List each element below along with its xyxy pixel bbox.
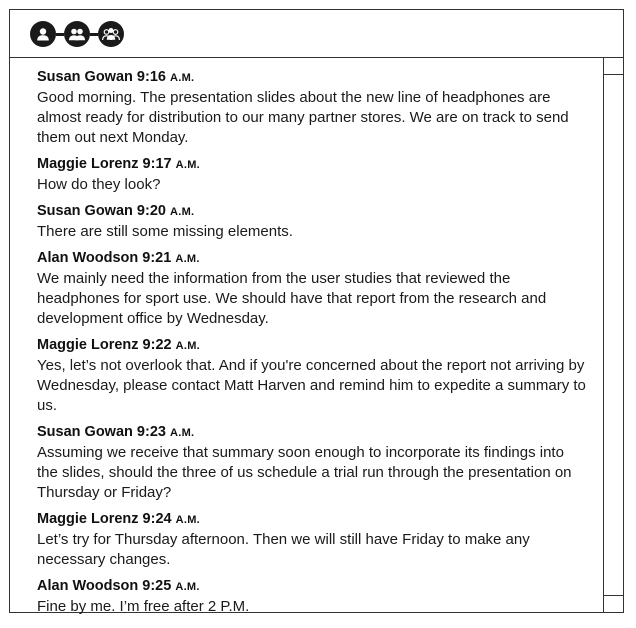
message-sender: Alan Woodson [37, 250, 139, 266]
message-header [37, 335, 586, 356]
message-text: Yes, let’s not overlook that. And if you're concerned about the report not arriving by Wednesday, please contact Matt Harven and remind him to expedite a summary to us. [37, 357, 586, 414]
single-user-icon[interactable] [30, 21, 56, 47]
message-time: 9:23 [136, 424, 166, 440]
message-sender: Alan Woodson [37, 578, 139, 594]
scrollbar-top-cap [604, 74, 623, 75]
message-time: 9:21 [142, 250, 172, 266]
message-item [37, 248, 586, 329]
three-users-icon[interactable] [98, 21, 124, 47]
message-ampm: A.M. [169, 427, 195, 439]
message-text: Fine by me. I’m free after 2 P.M. [37, 598, 250, 615]
scrollbar[interactable] [603, 58, 623, 612]
scrollbar-bottom-cap [604, 595, 623, 596]
two-users-icon[interactable] [64, 21, 90, 47]
message-ampm: A.M. [169, 72, 195, 84]
message-time: 9:16 [136, 69, 166, 85]
message-item [37, 154, 586, 195]
message-list [10, 58, 600, 615]
message-text: How do they look? [37, 176, 161, 193]
message-item [37, 576, 586, 617]
message-time: 9:25 [142, 578, 172, 594]
message-text: Let’s try for Thursday afternoon. Then we will still have Friday to make any necessary changes. [37, 531, 530, 568]
chat-window [9, 9, 624, 613]
message-header [37, 422, 586, 443]
message-sender: Susan Gowan [37, 424, 133, 440]
message-sender: Susan Gowan [37, 69, 133, 85]
message-time: 9:20 [136, 203, 166, 219]
message-time: 9:22 [142, 337, 172, 353]
chat-header [10, 10, 623, 58]
message-item [37, 422, 586, 503]
message-sender: Maggie Lorenz [37, 511, 139, 527]
icon-connector [90, 33, 98, 36]
participants-icons [30, 20, 124, 48]
message-sender: Maggie Lorenz [37, 337, 139, 353]
message-ampm: A.M. [169, 206, 195, 218]
message-header [37, 509, 586, 530]
message-sender: Maggie Lorenz [37, 156, 139, 172]
message-header [37, 67, 586, 88]
message-time: 9:24 [142, 511, 172, 527]
message-time: 9:17 [142, 156, 172, 172]
message-text: Good morning. The presentation slides about the new line of headphones are almost ready for distribution to our many partner stores. We are on track to send them out next Monday. [37, 89, 569, 146]
message-sender: Susan Gowan [37, 203, 133, 219]
message-text: There are still some missing elements. [37, 223, 293, 240]
message-header [37, 248, 586, 269]
message-item [37, 201, 586, 242]
message-header [37, 154, 586, 175]
message-header [37, 576, 586, 597]
message-ampm: A.M. [175, 253, 200, 265]
message-header [37, 201, 586, 222]
message-item [37, 335, 586, 416]
message-ampm: A.M. [175, 514, 201, 526]
message-text: Assuming we receive that summary soon enough to incorporate its findings into the slides, should the three of us schedule a trial run through the presentation on Thursday or Friday? [37, 444, 572, 501]
message-item [37, 509, 586, 570]
message-text: We mainly need the information from the user studies that reviewed the headphones for sport use. We should have that report from the research and development office by Wednesday. [37, 270, 547, 327]
message-ampm: A.M. [175, 581, 200, 593]
message-ampm: A.M. [175, 159, 201, 171]
message-item [37, 67, 586, 148]
message-ampm: A.M. [175, 340, 201, 352]
icon-connector [56, 33, 64, 36]
